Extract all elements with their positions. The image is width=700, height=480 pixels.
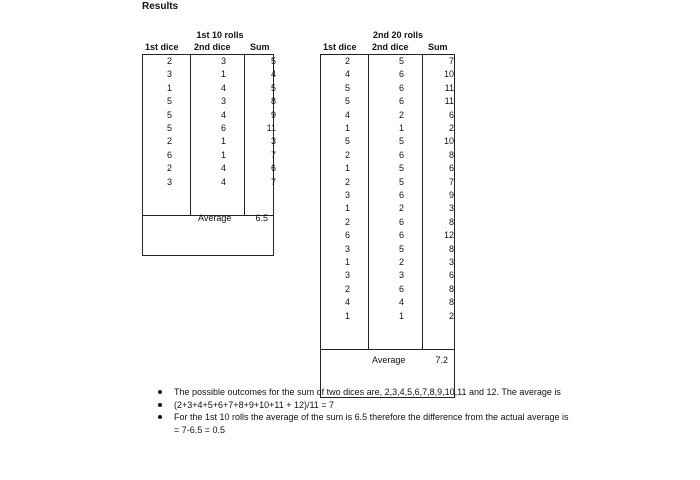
cell-1st-dice: 3 [344, 270, 350, 281]
cell-sum: 11 [444, 96, 454, 107]
cell-sum: 3 [448, 257, 454, 267]
cell-1st-dice: 5 [344, 136, 350, 147]
cell-2nd-dice: 4 [220, 82, 226, 93]
cell-1st-dice: 3 [344, 190, 350, 200]
cell-sum: 11 [266, 123, 276, 133]
cell-2nd-dice: 4 [220, 163, 226, 174]
cell-1st-dice: 3 [166, 69, 172, 80]
col-header-2nd-dice: 2nd dice [372, 42, 409, 52]
cell-1st-dice: 1 [344, 310, 350, 321]
cell-2nd-dice: 5 [398, 136, 404, 147]
cell-1st-dice: 6 [344, 230, 350, 241]
cell-sum: 5 [270, 56, 276, 66]
cell-2nd-dice: 4 [220, 176, 226, 187]
cell-1st-dice: 2 [166, 56, 172, 66]
cell-2nd-dice: 4 [220, 109, 226, 120]
table-title: 1st 10 rolls [196, 30, 244, 40]
cell-sum: 7 [270, 149, 276, 160]
cell-2nd-dice: 3 [220, 96, 226, 107]
cell-1st-dice: 2 [344, 283, 350, 294]
cell-1st-dice: 1 [344, 163, 350, 174]
column-divider [190, 54, 191, 216]
cell-1st-dice: 5 [166, 109, 172, 120]
cell-sum: 10 [443, 69, 454, 80]
cell-1st-dice: 4 [344, 109, 350, 120]
cell-1st-dice: 2 [344, 149, 350, 160]
column-divider [244, 54, 245, 216]
cell-sum: 11 [444, 82, 454, 93]
cell-1st-dice: 5 [344, 96, 350, 107]
cell-sum: 5 [270, 82, 276, 93]
cell-2nd-dice: 1 [398, 310, 404, 321]
cell-2nd-dice: 5 [398, 243, 404, 254]
cell-1st-dice: 3 [166, 176, 172, 187]
cell-2nd-dice: 5 [398, 176, 404, 187]
cell-sum: 8 [448, 149, 454, 160]
cell-2nd-dice: 2 [398, 109, 404, 120]
note-item: For the 1st 10 rolls the average of the sum is 6.5 therefore the difference from the actual average is = 7-6.5 = 0.5 [158, 411, 574, 436]
cell-sum: 2 [448, 310, 454, 321]
cell-2nd-dice: 3 [398, 270, 404, 281]
notes-list [158, 386, 628, 436]
cell-sum: 8 [270, 96, 276, 107]
cell-1st-dice: 2 [344, 56, 350, 66]
cell-1st-dice: 1 [166, 82, 172, 93]
average-value: 7.2 [435, 355, 448, 365]
cell-2nd-dice: 6 [398, 69, 404, 80]
cell-2nd-dice: 5 [398, 56, 404, 66]
cell-sum: 8 [448, 297, 454, 308]
average-value: 6.5 [255, 213, 268, 223]
col-header-sum: Sum [250, 42, 270, 52]
column-divider [368, 54, 369, 350]
cell-1st-dice: 1 [344, 257, 350, 267]
cell-1st-dice: 1 [344, 203, 350, 214]
cell-sum: 6 [448, 163, 454, 174]
cell-2nd-dice: 1 [220, 69, 226, 80]
cell-2nd-dice: 6 [398, 96, 404, 107]
col-header-2nd-dice: 2nd dice [194, 42, 231, 52]
cell-sum: 10 [443, 136, 454, 147]
col-header-1st-dice: 1st dice [145, 42, 179, 52]
cell-sum: 3 [448, 203, 454, 214]
table-title: 2nd 20 rolls [372, 30, 424, 40]
cell-2nd-dice: 1 [220, 136, 226, 147]
cell-2nd-dice: 6 [398, 190, 404, 200]
cell-sum: 4 [270, 69, 276, 80]
cell-sum: 9 [270, 109, 276, 120]
cell-sum: 7 [270, 176, 276, 187]
col-header-1st-dice: 1st dice [323, 42, 357, 52]
cell-1st-dice: 2 [344, 176, 350, 187]
cell-sum: 6 [448, 109, 454, 120]
cell-2nd-dice: 6 [398, 149, 404, 160]
cell-sum: 7 [448, 176, 454, 187]
cell-2nd-dice: 6 [398, 283, 404, 294]
cell-2nd-dice: 1 [398, 123, 404, 133]
cell-2nd-dice: 6 [398, 230, 404, 241]
cell-sum: 3 [270, 136, 276, 147]
cell-sum: 6 [448, 270, 454, 281]
cell-sum: 2 [448, 123, 454, 133]
cell-1st-dice: 2 [344, 216, 350, 227]
cell-1st-dice: 6 [166, 149, 172, 160]
cell-2nd-dice: 4 [398, 297, 404, 308]
cell-2nd-dice: 6 [398, 216, 404, 227]
cell-1st-dice: 1 [344, 123, 350, 133]
cell-sum: 8 [448, 243, 454, 254]
cell-1st-dice: 5 [344, 82, 350, 93]
cell-1st-dice: 4 [344, 297, 350, 308]
cell-sum: 8 [448, 283, 454, 294]
cell-sum: 7 [448, 56, 454, 66]
cell-1st-dice: 3 [344, 243, 350, 254]
cell-sum: 12 [443, 230, 454, 241]
footer-divider [320, 349, 455, 350]
cell-2nd-dice: 6 [398, 82, 404, 93]
cell-1st-dice: 2 [166, 163, 172, 174]
cell-2nd-dice: 1 [220, 149, 226, 160]
cell-2nd-dice: 3 [220, 56, 226, 66]
results-heading: Results [142, 1, 179, 12]
cell-1st-dice: 2 [166, 136, 172, 147]
cell-sum: 6 [270, 163, 276, 174]
cell-2nd-dice: 6 [220, 123, 226, 133]
cell-2nd-dice: 2 [398, 257, 404, 267]
cell-sum: 9 [448, 190, 454, 200]
cell-1st-dice: 5 [166, 123, 172, 133]
col-header-sum: Sum [428, 42, 448, 52]
note-item: (2+3+4+5+6+7+8+9+10+11 + 12)/11 = 7 [158, 399, 628, 412]
note-item: The possible outcomes for the sum of two dices are, 2,3,4,5,6,7,8,9,10,11 and 12. The average is [158, 386, 628, 399]
cell-sum: 8 [448, 216, 454, 227]
cell-2nd-dice: 5 [398, 163, 404, 174]
cell-1st-dice: 5 [166, 96, 172, 107]
column-divider [422, 54, 423, 350]
cell-2nd-dice: 2 [398, 203, 404, 214]
average-label: Average [372, 355, 406, 365]
cell-1st-dice: 4 [344, 69, 350, 80]
average-label: Average [198, 213, 232, 223]
